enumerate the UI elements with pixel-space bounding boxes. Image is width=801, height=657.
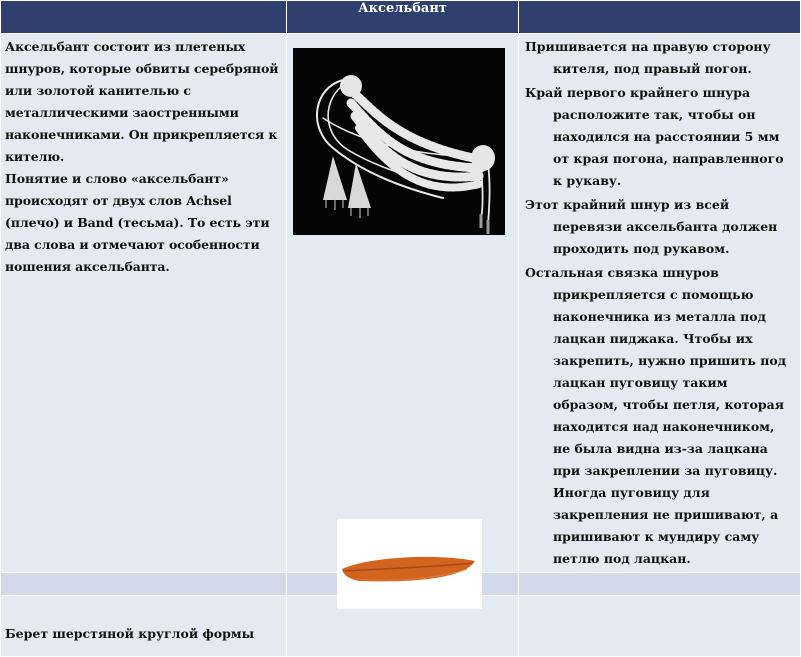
separator-cell-1: [1, 573, 287, 596]
beret-text-cell: [1, 596, 287, 657]
left-paragraph-2: Понятие и слово «аксельбант» происходят от двух слов Achsel (плечо) и Band (тесьма). То есть эти два слова и отмечают особенности ношения аксельбанта.: [5, 171, 270, 274]
aiguillette-illustration: [293, 48, 505, 235]
table-title: Аксельбант: [358, 1, 447, 16]
right-paragraph-1: Пришивается на правую сторону кителя, под правый погон.: [525, 39, 771, 76]
left-paragraph-1: Аксельбант состоит из плетеных шнуров, которые обвиты серебряной или золотой канителью с металлическими заостренными наконечниками. Он прикрепляется к кителю.: [5, 39, 279, 164]
beret-photo: [337, 519, 482, 609]
beret-description: Берет шерстяной круглой формы: [5, 626, 255, 641]
right-paragraph-3: Этот крайний шнур из всей перевязи аксельбанта должен проходить под рукавом.: [525, 197, 778, 256]
right-paragraph-2: Край первого крайнего шнура расположите так, чтобы он находился на расстоянии 5 мм от края погона, направленного к рукаву.: [525, 85, 784, 188]
right-instructions: [519, 34, 800, 570]
header-cell-3: [519, 1, 801, 34]
beret-extra-cell: [519, 596, 801, 657]
aiguillette-photo: [293, 48, 505, 235]
left-description: [1, 34, 286, 278]
left-text-cell: [1, 34, 287, 573]
right-text-cell: [519, 34, 801, 573]
header-cell-title: [287, 1, 519, 34]
separator-cell-3: [519, 573, 801, 596]
beret-illustration: [337, 519, 482, 609]
right-paragraph-4: Остальная связка шнуров прикрепляется с помощью наконечника из металла под лацкан пиджака. Чтобы их закрепить, нужно пришить под лацкан пуговицу таким образом, чтобы петля, которая находится над наконечником, не была видна из-за лацкана при закреплении за пуговицу. Иногда пуговицу для закрепления не пришивают, а пришивают к мундиру саму петлю под лацкан.: [525, 265, 787, 566]
header-row: [1, 1, 801, 34]
header-cell-1: [1, 1, 287, 34]
